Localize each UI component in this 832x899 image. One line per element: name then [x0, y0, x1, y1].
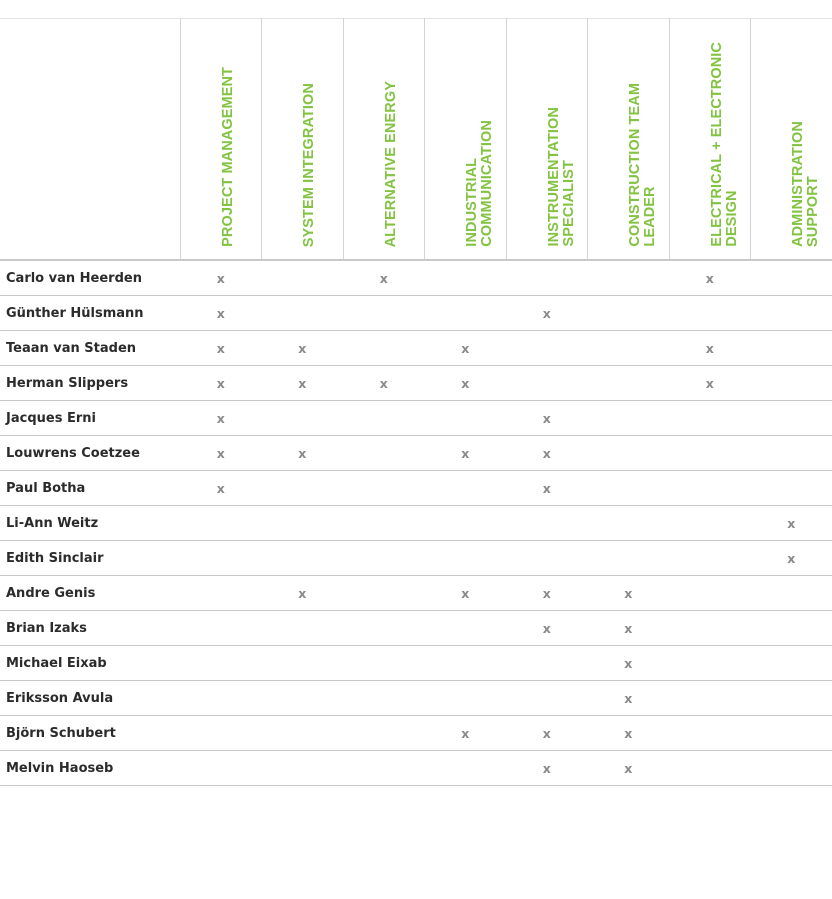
- skill-mark: [343, 331, 425, 366]
- skill-mark: [180, 681, 262, 716]
- skill-mark: x: [506, 751, 588, 786]
- header-row: [0, 19, 832, 261]
- skill-mark: [506, 366, 588, 401]
- column-header: [588, 19, 670, 261]
- person-name: Herman Slippers: [0, 366, 180, 401]
- skill-mark: [343, 681, 425, 716]
- skill-mark: [343, 401, 425, 436]
- skill-mark: [669, 471, 751, 506]
- skill-mark: x: [180, 366, 262, 401]
- skill-mark: x: [506, 471, 588, 506]
- column-header-label: INSTRUMENTATION SPECIALIST: [545, 107, 577, 247]
- column-header: [669, 19, 751, 261]
- skill-mark: [180, 576, 262, 611]
- skill-mark: [751, 436, 832, 471]
- skill-mark: [180, 541, 262, 576]
- column-header-label: PROJECT MANAGEMENT: [219, 67, 236, 247]
- column-header: [180, 19, 262, 261]
- skill-mark: [751, 331, 832, 366]
- skill-mark: [425, 646, 507, 681]
- skill-mark: x: [669, 260, 751, 296]
- skill-mark: [751, 611, 832, 646]
- skill-mark: [343, 541, 425, 576]
- person-name: Melvin Haoseb: [0, 751, 180, 786]
- skill-mark: [262, 471, 344, 506]
- skill-mark: [425, 751, 507, 786]
- skill-mark: [751, 576, 832, 611]
- skill-mark: x: [669, 331, 751, 366]
- skill-mark: [751, 751, 832, 786]
- skill-mark: [262, 716, 344, 751]
- skill-mark: [262, 506, 344, 541]
- skill-mark: [343, 751, 425, 786]
- skill-mark: x: [425, 716, 507, 751]
- column-header: [343, 19, 425, 261]
- skill-mark: [588, 506, 670, 541]
- skill-mark: [751, 471, 832, 506]
- person-name: Li-Ann Weitz: [0, 506, 180, 541]
- table-row: [0, 611, 832, 646]
- table-row: [0, 751, 832, 786]
- skill-mark: [262, 751, 344, 786]
- skill-mark: [669, 296, 751, 331]
- skill-mark: x: [588, 576, 670, 611]
- skills-matrix-table: [0, 18, 832, 786]
- skill-mark: [506, 331, 588, 366]
- skill-mark: x: [506, 576, 588, 611]
- skill-mark: [669, 611, 751, 646]
- skill-mark: x: [588, 646, 670, 681]
- skill-mark: [180, 611, 262, 646]
- person-name: Edith Sinclair: [0, 541, 180, 576]
- person-name: Carlo van Heerden: [0, 260, 180, 296]
- skill-mark: [506, 506, 588, 541]
- skill-mark: [751, 646, 832, 681]
- skill-mark: [425, 506, 507, 541]
- person-name: Björn Schubert: [0, 716, 180, 751]
- table-row: [0, 541, 832, 576]
- skill-mark: [588, 471, 670, 506]
- table-row: [0, 436, 832, 471]
- skill-mark: x: [180, 401, 262, 436]
- column-header-label: ELECTRICAL + ELECTRONIC DESIGN: [708, 42, 740, 247]
- table-row: [0, 471, 832, 506]
- column-header: [425, 19, 507, 261]
- column-header: [262, 19, 344, 261]
- person-name: Michael Eixab: [0, 646, 180, 681]
- column-header-label: ALTERNATIVE ENERGY: [382, 80, 399, 247]
- skill-mark: [343, 471, 425, 506]
- skill-mark: x: [425, 366, 507, 401]
- skill-mark: x: [588, 751, 670, 786]
- skill-mark: [343, 506, 425, 541]
- skill-mark: [425, 296, 507, 331]
- person-name: Louwrens Coetzee: [0, 436, 180, 471]
- skill-mark: x: [262, 366, 344, 401]
- skill-mark: x: [425, 331, 507, 366]
- skill-mark: x: [425, 576, 507, 611]
- skill-mark: [262, 296, 344, 331]
- skill-mark: [180, 646, 262, 681]
- table-row: [0, 366, 832, 401]
- column-header-label: INDUSTRIAL COMMUNICATION: [464, 120, 496, 247]
- person-name: Günther Hülsmann: [0, 296, 180, 331]
- skill-mark: [669, 401, 751, 436]
- skill-mark: [343, 646, 425, 681]
- table-row: [0, 506, 832, 541]
- skill-mark: [669, 681, 751, 716]
- skill-mark: [669, 751, 751, 786]
- table-row: [0, 331, 832, 366]
- person-name: Brian Izaks: [0, 611, 180, 646]
- skill-mark: [751, 401, 832, 436]
- skill-mark: x: [425, 436, 507, 471]
- skill-mark: [180, 716, 262, 751]
- skill-mark: [506, 681, 588, 716]
- skill-mark: x: [180, 260, 262, 296]
- skill-mark: [588, 331, 670, 366]
- table-row: [0, 681, 832, 716]
- skill-mark: [669, 506, 751, 541]
- skill-mark: [262, 541, 344, 576]
- column-header-label: SYSTEM INTEGRATION: [301, 82, 318, 247]
- skill-mark: [506, 646, 588, 681]
- skill-mark: x: [343, 366, 425, 401]
- skill-mark: [180, 506, 262, 541]
- skill-mark: [506, 260, 588, 296]
- skill-mark: [751, 681, 832, 716]
- person-name: Andre Genis: [0, 576, 180, 611]
- skill-mark: x: [751, 506, 832, 541]
- table-row: [0, 646, 832, 681]
- skill-mark: x: [751, 541, 832, 576]
- skill-mark: [588, 366, 670, 401]
- skill-mark: x: [669, 366, 751, 401]
- skill-mark: x: [180, 436, 262, 471]
- skill-mark: [343, 296, 425, 331]
- skill-mark: x: [506, 296, 588, 331]
- skill-mark: [588, 541, 670, 576]
- skill-mark: [262, 681, 344, 716]
- skill-mark: [751, 260, 832, 296]
- table-row: [0, 296, 832, 331]
- table-row: [0, 576, 832, 611]
- skill-mark: [751, 366, 832, 401]
- skill-mark: x: [506, 401, 588, 436]
- skill-mark: [425, 611, 507, 646]
- skill-mark: x: [262, 576, 344, 611]
- skill-mark: [180, 751, 262, 786]
- person-name: Jacques Erni: [0, 401, 180, 436]
- skill-mark: x: [343, 260, 425, 296]
- corner-cell: [0, 19, 180, 261]
- skill-mark: [425, 681, 507, 716]
- skill-mark: [669, 716, 751, 751]
- skill-mark: x: [506, 716, 588, 751]
- skill-mark: x: [180, 296, 262, 331]
- column-header-label: ADMINISTRATION SUPPORT: [790, 121, 822, 247]
- skill-mark: x: [262, 331, 344, 366]
- skill-mark: [262, 611, 344, 646]
- skill-mark: [751, 716, 832, 751]
- skill-mark: x: [588, 716, 670, 751]
- skill-mark: [343, 436, 425, 471]
- skill-mark: [425, 471, 507, 506]
- skill-mark: [425, 260, 507, 296]
- skill-mark: x: [262, 436, 344, 471]
- table-row: [0, 260, 832, 296]
- skill-mark: [425, 541, 507, 576]
- skill-mark: x: [588, 681, 670, 716]
- skill-mark: [262, 646, 344, 681]
- skill-mark: x: [180, 471, 262, 506]
- table-body: [0, 260, 832, 786]
- skill-mark: [343, 611, 425, 646]
- skill-mark: [669, 576, 751, 611]
- person-name: Teaan van Staden: [0, 331, 180, 366]
- skill-mark: [669, 646, 751, 681]
- person-name: Paul Botha: [0, 471, 180, 506]
- person-name: Eriksson Avula: [0, 681, 180, 716]
- skill-mark: [425, 401, 507, 436]
- table-row: [0, 401, 832, 436]
- skill-mark: x: [506, 436, 588, 471]
- column-header: [506, 19, 588, 261]
- skill-mark: [343, 716, 425, 751]
- skill-mark: [262, 401, 344, 436]
- skill-mark: [669, 541, 751, 576]
- skill-mark: x: [180, 331, 262, 366]
- skill-mark: [669, 436, 751, 471]
- skill-mark: [588, 296, 670, 331]
- skill-mark: [588, 401, 670, 436]
- skill-mark: x: [588, 611, 670, 646]
- column-header: [751, 19, 832, 261]
- skill-mark: [262, 260, 344, 296]
- skill-mark: [751, 296, 832, 331]
- skill-mark: [588, 436, 670, 471]
- skill-mark: [588, 260, 670, 296]
- skill-mark: x: [506, 611, 588, 646]
- table-row: [0, 716, 832, 751]
- skill-mark: [343, 576, 425, 611]
- column-header-label: CONSTRUCTION TEAM LEADER: [627, 83, 659, 247]
- skill-mark: [506, 541, 588, 576]
